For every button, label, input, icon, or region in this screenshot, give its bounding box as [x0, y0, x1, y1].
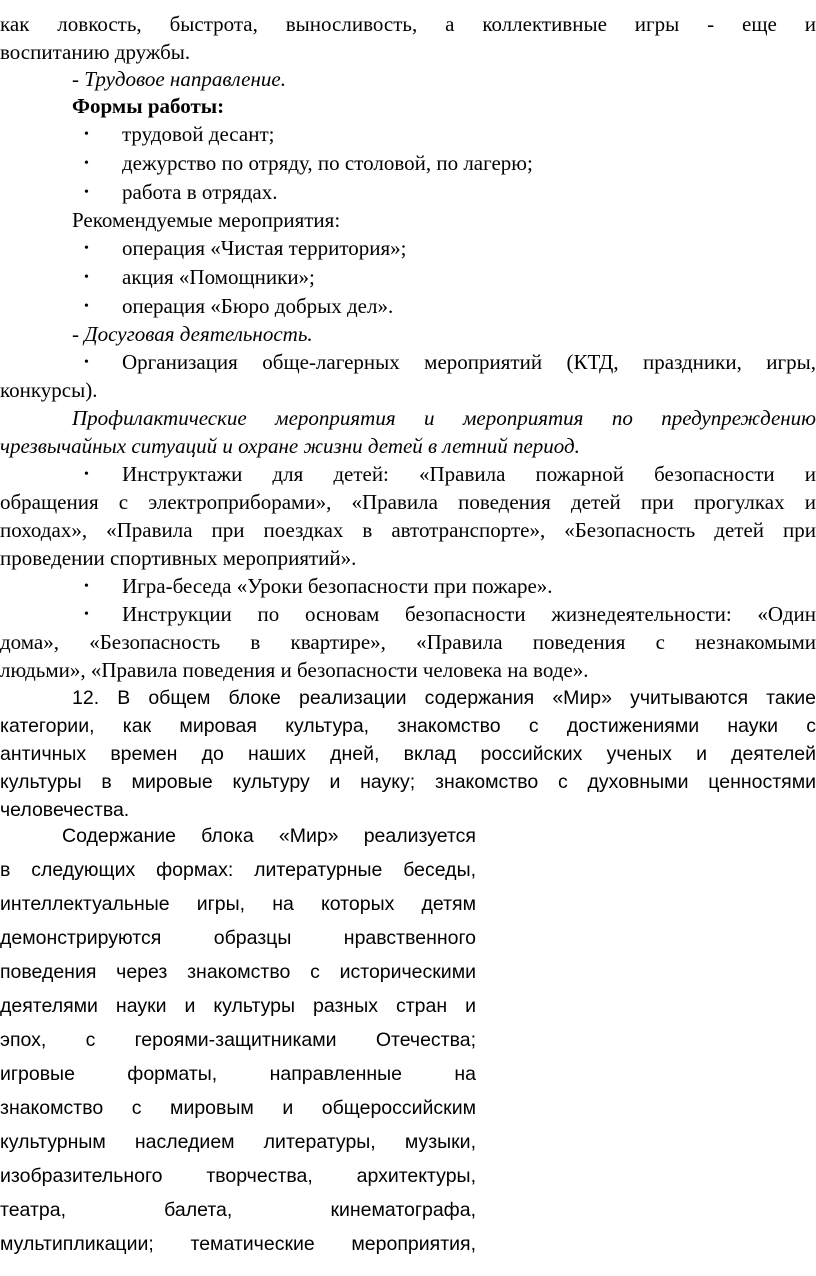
list-item: Инструкции по основам безопасности жизнедеятельности: «Один: [122, 602, 816, 626]
paragraph-line: культуры в мировые культуру и науку; знакомство с духовными ценностями: [0, 771, 816, 793]
column-line: театра, балета, кинематографа,: [0, 1199, 476, 1221]
bullet-icon: •: [84, 241, 89, 256]
section-heading-prevention: Профилактические мероприятия и мероприятия по предупреждению: [72, 406, 816, 430]
bullet-icon: •: [84, 467, 89, 482]
list-item: акция «Помощники»;: [122, 265, 315, 289]
section-heading-prevention-cont: чрезвычайных ситуаций и охране жизни детей в летний период.: [0, 434, 580, 458]
column-line: интеллектуальные игры, на которых детям: [0, 893, 476, 915]
list-item: операция «Чистая территория»;: [122, 236, 407, 260]
bullet-icon: •: [84, 607, 89, 622]
section-heading-labor: - Трудовое направление.: [72, 67, 286, 91]
column-line: эпох, с героями-защитниками Отечества;: [0, 1029, 476, 1051]
list-item: работа в отрядах.: [122, 180, 278, 204]
paragraph-line: походах», «Правила при поездках в автотранспорте», «Безопасность детей при: [0, 518, 816, 542]
bullet-icon: •: [84, 299, 89, 314]
column-line: поведения через знакомство с историческими: [0, 961, 476, 983]
list-item: Игра-беседа «Уроки безопасности при пожаре».: [122, 574, 553, 598]
paragraph-line: воспитанию дружбы.: [0, 40, 191, 64]
bullet-icon: •: [84, 127, 89, 142]
paragraph-line: людьми», «Правила поведения и безопасности человека на воде».: [0, 658, 589, 682]
recommended-events-heading: Рекомендуемые мероприятия:: [72, 208, 341, 232]
paragraph-line: обращения с электроприборами», «Правила поведения детей при прогулках и: [0, 490, 816, 514]
forms-of-work-heading: Формы работы:: [72, 94, 225, 118]
paragraph-line: проведении спортивных мероприятий».: [0, 546, 357, 570]
paragraph-line: 12. В общем блоке реализации содержания «Мир» учитываются такие: [72, 687, 816, 709]
list-item: Инструктажи для детей: «Правила пожарной безопасности и: [122, 462, 816, 486]
column-line: демонстрируются образцы нравственного: [0, 927, 476, 949]
paragraph-line: античных времен до наших дней, вклад российских ученых и деятелей: [0, 743, 816, 765]
paragraph-line: как ловкость, быстрота, выносливость, а коллективные игры - еще и: [0, 12, 816, 36]
paragraph-line: конкурсы).: [0, 378, 98, 402]
list-item: дежурство по отряду, по столовой, по лагерю;: [122, 151, 533, 175]
column-line: знакомство с мировым и общероссийским: [0, 1097, 476, 1119]
column-line: Содержание блока «Мир» реализуется: [62, 825, 476, 847]
list-item: операция «Бюро добрых дел».: [122, 294, 394, 318]
paragraph-line: дома», «Безопасность в квартире», «Правила поведения с незнакомыми: [0, 630, 816, 654]
column-line: изобразительного творчества, архитектуры,: [0, 1165, 476, 1187]
bullet-icon: •: [84, 355, 89, 370]
list-item: трудовой десант;: [122, 122, 275, 146]
column-line: игровые форматы, направленные на: [0, 1063, 476, 1085]
column-line: мультипликации; тематические мероприятия,: [0, 1233, 476, 1255]
column-line: в следующих формах: литературные беседы,: [0, 859, 476, 881]
column-line: деятелями науки и культуры разных стран и: [0, 995, 476, 1017]
bullet-icon: •: [84, 270, 89, 285]
bullet-icon: •: [84, 579, 89, 594]
paragraph-line: категории, как мировая культура, знакомство с достижениями науки с: [0, 715, 816, 737]
list-item: Организация обще-лагерных мероприятий (КТД, праздники, игры,: [122, 350, 816, 374]
section-heading-leisure: - Досуговая деятельность.: [72, 322, 313, 346]
column-line: культурным наследием литературы, музыки,: [0, 1131, 476, 1153]
paragraph-line: человечества.: [0, 799, 130, 821]
bullet-icon: •: [84, 185, 89, 200]
bullet-icon: •: [84, 156, 89, 171]
